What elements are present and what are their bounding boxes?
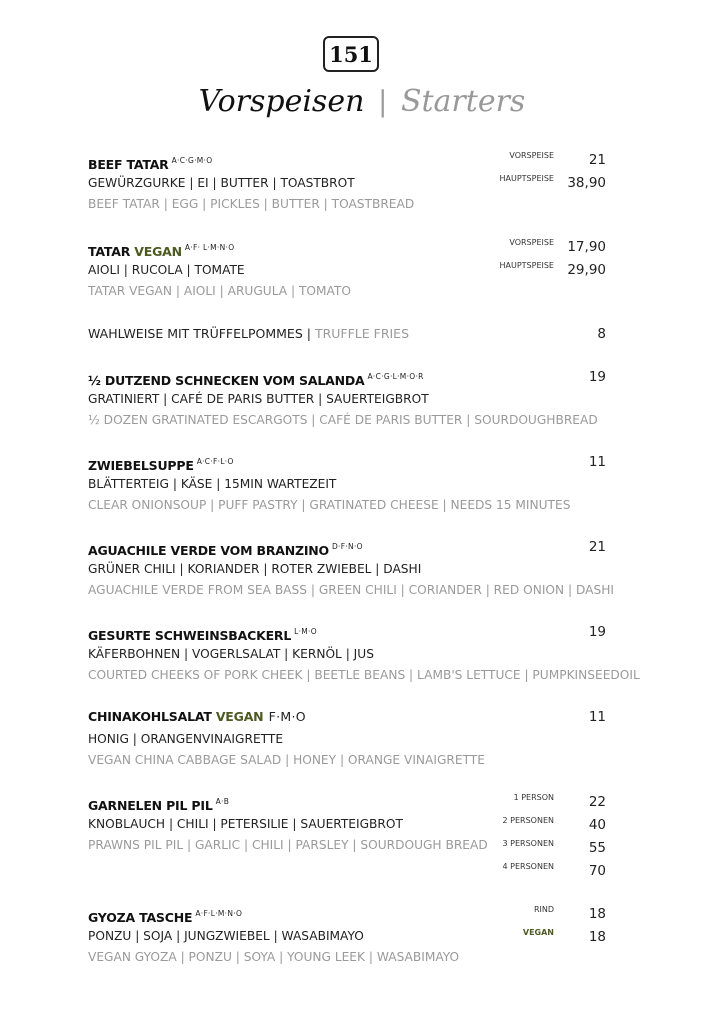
price-row	[470, 261, 606, 284]
price-value: 17,90	[567, 239, 606, 255]
price-row	[470, 151, 606, 174]
price-row	[470, 453, 606, 476]
price-value: 70	[588, 863, 606, 879]
price-row	[470, 905, 606, 928]
price-row	[470, 368, 606, 391]
price-row	[470, 238, 606, 261]
price-label: 2 PERSONEN	[502, 816, 554, 825]
dish-description-en: VEGAN GYOZA | PONZU | SOYA | YOUNG LEEK | WASABIMAYO	[88, 950, 460, 964]
dish-description-de: GEWÜRZGURKE | EI | BUTTER | TOASTBROT	[88, 176, 355, 190]
price-row	[470, 325, 606, 348]
price-row	[470, 538, 606, 561]
price-list	[470, 368, 606, 391]
allergen-codes: A·F· L·M·N·O	[184, 243, 235, 252]
dish-description-de: HONIG | ORANGENVINAIGRETTE	[88, 732, 284, 746]
price-value: 19	[588, 624, 606, 640]
price-label: HAUPTSPEISE	[499, 261, 554, 270]
price-label-vegan: VEGAN	[522, 928, 554, 937]
price-label: RIND	[533, 905, 554, 914]
allergen-codes: F·M·O	[268, 709, 306, 724]
price-value: 22	[588, 794, 606, 810]
price-value: 11	[588, 709, 606, 725]
dish-description-en: BEEF TATAR | EGG | PICKLES | BUTTER | TOASTBREAD	[88, 197, 415, 211]
page-title	[0, 84, 724, 119]
dish-description-en: PRAWNS PIL PIL | GARLIC | CHILI | PARSLEY | SOURDOUGH BREAD	[88, 838, 488, 852]
dish-description-en: VEGAN CHINA CABBAGE SALAD | HONEY | ORANGE VINAIGRETTE	[88, 753, 485, 767]
price-list	[470, 325, 606, 348]
price-row	[470, 174, 606, 197]
dish-description-de: GRATINIERT | CAFÉ DE PARIS BUTTER | SAUERTEIGBROT	[88, 392, 429, 406]
dish-description-en: COURTED CHEEKS OF PORK CHEEK | BEETLE BEANS | LAMB'S LETTUCE | PUMPKINSEEDOIL	[88, 668, 640, 682]
allergen-codes: A·C·G·L·M·O·R	[367, 372, 424, 381]
price-label: 1 PERSON	[513, 793, 554, 802]
price-value: 38,90	[567, 175, 606, 191]
price-label: 4 PERSONEN	[502, 862, 554, 871]
allergen-codes: L·M·O	[294, 627, 317, 636]
price-row	[470, 816, 606, 839]
price-value: 40	[588, 817, 606, 833]
allergen-codes: D·F·N·O	[331, 542, 363, 551]
price-value: 8	[597, 326, 606, 342]
price-list	[470, 151, 606, 197]
price-list	[470, 538, 606, 561]
title-english: Starters	[400, 84, 526, 119]
title-german: Vorspeisen	[198, 84, 365, 119]
vegan-tag: VEGAN	[134, 244, 182, 259]
allergen-codes: A·B	[215, 797, 230, 806]
dish-description-en: AGUACHILE VERDE FROM SEA BASS | GREEN CHILI | CORIANDER | RED ONION | DASHI	[88, 583, 614, 597]
dish-description-en: ½ DOZEN GRATINATED ESCARGOTS | CAFÉ DE PARIS BUTTER | SOURDOUGHBREAD	[88, 413, 598, 427]
dish-description-de: AIOLI | RUCOLA | TOMATE	[88, 263, 245, 277]
dish-name-text: AGUACHILE VERDE VOM BRANZINO	[88, 543, 329, 558]
price-row	[470, 839, 606, 862]
price-row	[470, 708, 606, 731]
price-row	[470, 623, 606, 646]
restaurant-logo: 151	[323, 36, 379, 72]
price-row	[470, 793, 606, 816]
dish-name-text: GARNELEN PIL PIL	[88, 798, 213, 813]
dish-description-en: TATAR VEGAN | AIOLI | ARUGULA | TOMATO	[88, 284, 351, 298]
dish-name-text: ZWIEBELSUPPE	[88, 458, 194, 473]
dish-description-de: KNOBLAUCH | CHILI | PETERSILIE | SAUERTEIGBROT	[88, 817, 403, 831]
option-en: TRUFFLE FRIES	[314, 326, 410, 341]
dish-name-text: ½ DUTZEND SCHNECKEN VOM SALANDA	[88, 373, 365, 388]
price-value: 18	[588, 906, 606, 922]
dish-name-text: TATAR	[88, 244, 131, 259]
dish-name-text: GESURTE SCHWEINSBACKERL	[88, 628, 292, 643]
price-value: 29,90	[567, 262, 606, 278]
dish-description-de: KÄFERBOHNEN | VOGERLSALAT | KERNÖL | JUS	[88, 647, 374, 661]
title-separator: |	[377, 85, 388, 118]
price-list	[470, 793, 606, 885]
price-value: 21	[588, 152, 606, 168]
price-list	[470, 453, 606, 476]
price-label: 3 PERSONEN	[502, 839, 554, 848]
price-value: 19	[588, 369, 606, 385]
dish-description-de: PONZU | SOJA | JUNGZWIEBEL | WASABIMAYO	[88, 929, 364, 943]
dish-description-en: CLEAR ONIONSOUP | PUFF PASTRY | GRATINATED CHEESE | NEEDS 15 MINUTES	[88, 498, 571, 512]
price-list	[470, 238, 606, 284]
price-label: VORSPEISE	[509, 238, 554, 247]
dish-name-text: BEEF TATAR	[88, 157, 169, 172]
price-row	[470, 928, 606, 951]
price-list	[470, 905, 606, 951]
dish-name-text: CHINAKOHLSALAT	[88, 709, 212, 724]
price-list	[470, 623, 606, 646]
price-value: 11	[588, 454, 606, 470]
price-row	[470, 862, 606, 885]
price-list	[470, 708, 606, 731]
allergen-codes: A·F·L·M·N·O	[195, 909, 243, 918]
dish-description-de: BLÄTTERTEIG | KÄSE | 15MIN WARTEZEIT	[88, 477, 337, 491]
allergen-codes: A·C·F·L·O	[196, 457, 234, 466]
allergen-codes: A·C·G·M·O	[171, 156, 213, 165]
dish-description-de: GRÜNER CHILI | KORIANDER | ROTER ZWIEBEL | DASHI	[88, 562, 422, 576]
dish-name-text: GYOZA TASCHE	[88, 910, 193, 925]
price-value: 55	[588, 840, 606, 856]
price-value: 18	[588, 929, 606, 945]
price-label: HAUPTSPEISE	[499, 174, 554, 183]
price-label: VORSPEISE	[509, 151, 554, 160]
option-de: WAHLWEISE MIT TRÜFFELPOMMES |	[88, 326, 311, 341]
price-value: 21	[588, 539, 606, 555]
vegan-tag: VEGAN	[215, 709, 264, 724]
